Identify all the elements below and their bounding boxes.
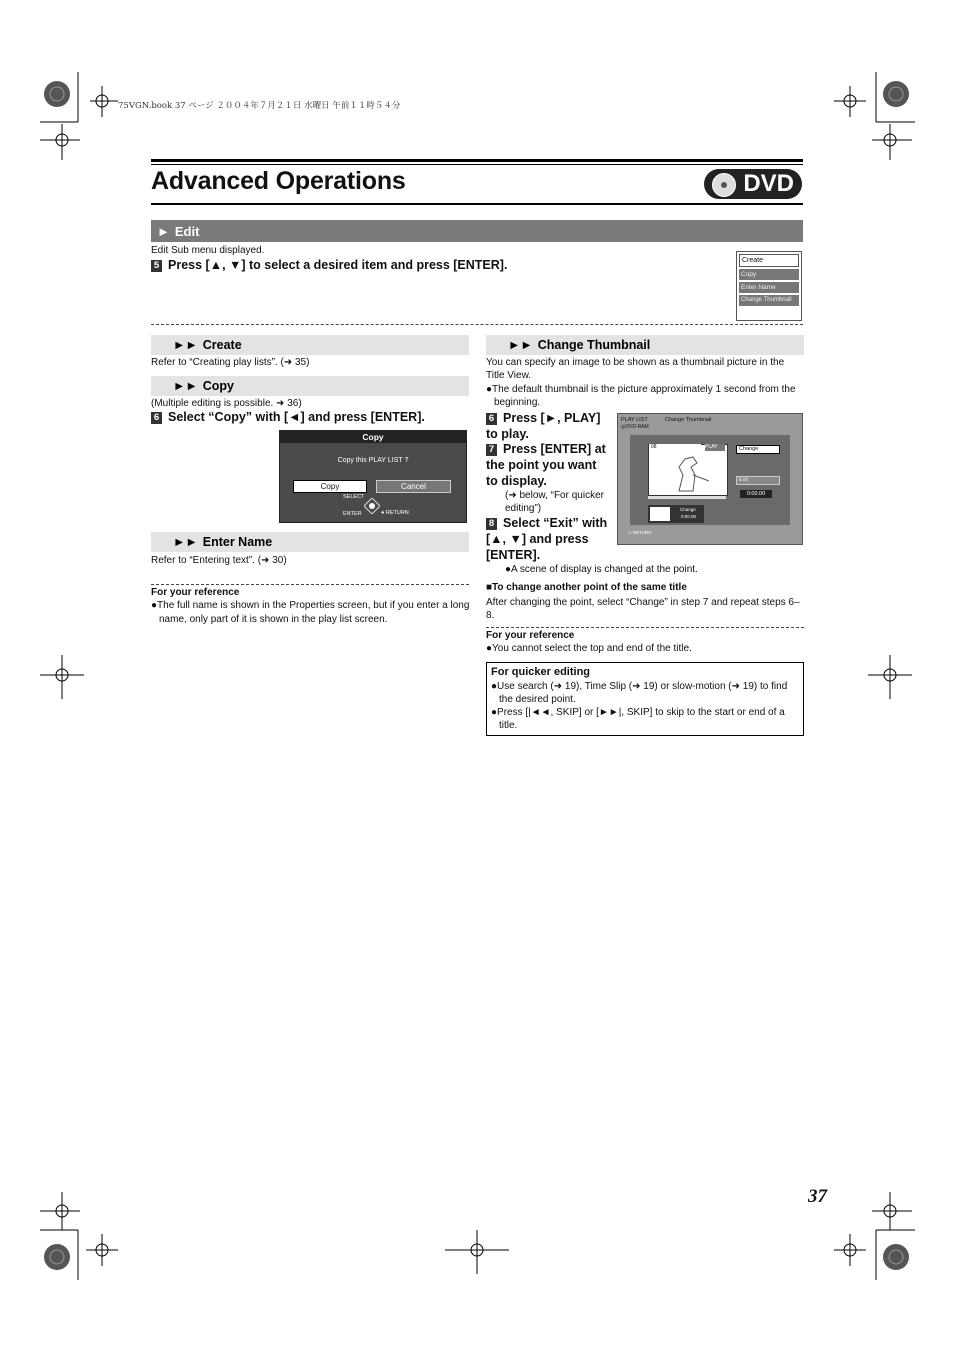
copy-heading: Copy	[202, 379, 234, 393]
registration-mark-mid-left	[40, 655, 85, 700]
double-triangle-icon: ►►	[508, 338, 533, 352]
change-thumbnail-heading: Change Thumbnail	[537, 338, 651, 352]
dvd-badge	[704, 169, 802, 199]
change-thumbnail-heading-bar	[486, 335, 804, 355]
enter-label: ENTER	[343, 511, 362, 517]
edit-submenu	[736, 251, 802, 321]
create-text: Refer to “Creating play lists”. (➜ 35)	[151, 357, 310, 368]
thumbnail-step-8	[486, 515, 610, 563]
double-triangle-icon: ►►	[173, 535, 198, 549]
reference-text-left: ●The full name is shown in the Properties screen, but if you enter a long name, only part of it is shown in the play list screen.	[151, 600, 470, 625]
dinosaur-image	[649, 445, 727, 495]
print-meta-line: 75VGN.book 37 ページ ２００４年７月２１日 水曜日 午前１１時５４分	[118, 101, 401, 111]
enter-name-heading-bar	[151, 532, 469, 552]
enter-name-text: Refer to “Entering text”. (➜ 30)	[151, 555, 287, 566]
reference-text-right: ●You cannot select the top and end of the title.	[486, 643, 692, 654]
other-point-heading: ■To change another point of the same title	[486, 582, 687, 593]
copy-heading-bar	[151, 376, 469, 396]
other-point-heading-text: To change another point of the same title	[492, 582, 687, 593]
step-text: Select “Exit” with [▲, ▼] and press [ENTER].	[486, 516, 608, 562]
quicker-item-2: ●Press [|◄◄, SKIP] or [►►|, SKIP] to skip to the start or end of a title.	[491, 707, 785, 731]
quicker-editing-heading: For quicker editing	[491, 666, 591, 678]
submenu-item-copy: Copy	[739, 269, 799, 280]
step-number: 5	[151, 260, 162, 272]
thumbnail-step-7	[486, 441, 610, 489]
quicker-item-1: ●Use search (➜ 19), Time Slip (➜ 19) or slow-motion (➜ 19) to find the desired point.	[491, 681, 788, 705]
copy-dialog-screen	[279, 430, 467, 523]
return-label-text: RETURN	[385, 510, 409, 516]
reference-heading-right: For your reference	[486, 630, 575, 641]
cursor-pad-icon	[364, 498, 380, 514]
submenu-item-create: Create	[739, 254, 799, 267]
screen-change-button: Change	[736, 445, 780, 454]
reference-divider-right	[486, 627, 804, 628]
screen-thumb-time: 0:00.00	[681, 514, 697, 519]
section-divider	[151, 324, 803, 325]
registration-mark-bottom-left	[40, 1190, 120, 1285]
screen-thumb-image	[650, 507, 670, 521]
submenu-item-change-thumbnail: Change Thumbnail	[739, 295, 799, 306]
title-rule-bottom	[151, 203, 803, 205]
screen-ch: 08	[649, 444, 701, 451]
screen-exit-button: Exit	[736, 476, 780, 485]
change-thumbnail-intro: You can specify an image to be shown as a thumbnail picture in the Title View.	[486, 357, 785, 381]
screen-thumb-label: Change	[680, 507, 696, 512]
registration-mark-mid-right	[868, 655, 913, 700]
edit-heading-bar	[151, 220, 803, 242]
step-text: Press [ENTER] at the point you want to display.	[486, 442, 606, 488]
reference-heading-left: For your reference	[151, 587, 240, 598]
play-triangle-icon: ►	[157, 223, 170, 239]
screen-mode: Change Thumbnail	[665, 417, 712, 423]
step-text: Select “Copy” with [◄] and press [ENTER].	[168, 410, 425, 424]
change-thumbnail-bullet: ●The default thumbnail is the picture approximately 1 second from the beginning.	[486, 384, 796, 408]
page-number: 37	[808, 1186, 827, 1207]
registration-mark-top-right	[820, 72, 915, 162]
return-label: ● RETURN	[381, 510, 409, 516]
screen-return: ◇ RETURN	[628, 530, 652, 535]
edit-intro: Edit Sub menu displayed.	[151, 245, 265, 256]
screen-return-text: RETURN	[632, 530, 652, 535]
copy-dialog-cancel-button: Cancel	[376, 480, 451, 493]
title-rule-top	[151, 159, 803, 162]
screen-disc: ◎DVD-RAM	[621, 424, 649, 430]
change-thumbnail-screen	[617, 413, 803, 545]
quicker-editing-box	[486, 662, 804, 736]
registration-mark-bottom-center	[445, 1230, 510, 1275]
screen-time: 0:00.00	[740, 490, 772, 498]
registration-mark-bottom-right	[820, 1190, 915, 1285]
copy-dialog-copy-button: Copy	[293, 480, 367, 493]
copy-text: (Multiple editing is possible. ➜ 36)	[151, 398, 302, 409]
step-number: 6	[151, 412, 162, 424]
step-number: 6	[486, 413, 497, 425]
step-text: Press [►, PLAY] to play.	[486, 411, 601, 441]
edit-heading: Edit	[174, 223, 200, 239]
screen-progress	[648, 496, 726, 499]
step-text: Press [▲, ▼] to select a desired item and press [ENTER].	[168, 258, 508, 272]
screen-play: PLAY	[705, 444, 725, 451]
screen-thumb	[648, 505, 704, 523]
double-triangle-icon: ►►	[173, 338, 198, 352]
video-frame	[648, 444, 728, 496]
step-number: 7	[486, 444, 497, 456]
edit-step-5	[151, 257, 711, 273]
page-title: Advanced Operations	[151, 167, 406, 195]
screen-disc-text: DVD-RAM	[625, 424, 649, 430]
submenu-item-enter-name: Enter Name	[739, 282, 799, 293]
disc-icon	[712, 173, 736, 197]
copy-dialog-title: Copy	[280, 431, 466, 443]
step-8-note: ●A scene of display is changed at the point.	[505, 564, 698, 575]
screen-play-list: PLAY LIST	[621, 417, 648, 423]
reference-divider-left	[151, 584, 469, 585]
thumbnail-step-6	[486, 410, 610, 442]
step-7-note: (➜ below, “For quicker editing”)	[505, 490, 604, 514]
other-point-text: After changing the point, select “Change” in step 7 and repeat steps 6–8.	[486, 597, 800, 621]
create-heading-bar	[151, 335, 469, 355]
enter-name-heading: Enter Name	[202, 535, 273, 549]
create-heading: Create	[202, 338, 242, 352]
title-rule-top-thin	[151, 164, 803, 165]
copy-dialog-question: Copy this PLAY LIST ?	[337, 457, 409, 464]
dvd-badge-label: DVD	[743, 170, 794, 197]
step-number: 8	[486, 518, 497, 530]
copy-step-6	[151, 409, 469, 425]
select-label: SELECT	[343, 494, 365, 500]
double-triangle-icon: ►►	[173, 379, 198, 393]
registration-mark-top-left	[40, 72, 120, 162]
